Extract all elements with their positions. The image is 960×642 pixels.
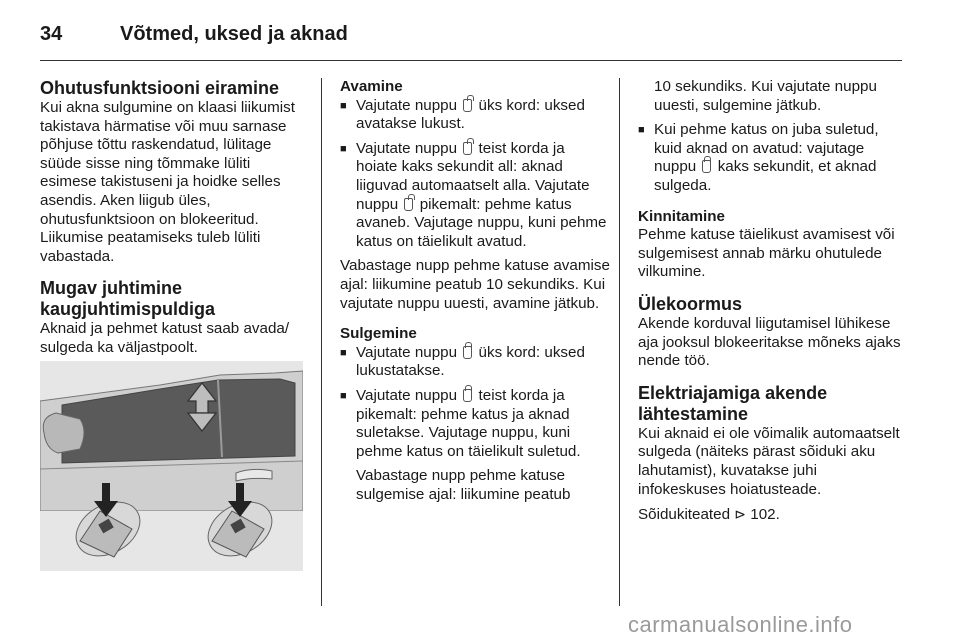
window-glass [62,379,295,463]
illustration-svg [40,361,303,571]
open-list [340,97,610,252]
close-list-continued [638,121,904,195]
list-item: ■ Vajutate nuppu üks kord: uksed avatakse lukust. [340,97,610,134]
unlock-icon [463,142,472,155]
init-heading-line-2: lähtestamine [638,403,749,424]
reference-page-link[interactable]: 102. [750,506,780,524]
unlock-icon [404,198,413,211]
remote-heading-line-1: Mugav juhtimine [40,278,183,299]
list-item: ■ Vajutate nuppu üks kord: uksed lukustatakse. [340,344,610,381]
header-rule [40,60,902,61]
init-heading-line-1: Elektriajamiga akende [638,382,828,403]
column-divider-2 [619,78,620,606]
open-heading: Avamine [340,78,403,95]
confirm-heading: Kinnitamine [638,207,725,225]
reference-arrow-icon: ⊳ [734,506,747,523]
lock-icon [463,389,472,402]
safety-heading: Ohutusfunktsiooni eiramine [40,78,280,98]
close-note-continued: 10 sekundiks. Kui vajutate nuppu uuesti, sulgemine jätkub. [654,78,877,114]
remote-text: Aknaid ja pehmet katust saab avada/ sulgeda ka väljastpoolt. [40,320,290,356]
open-note: Vabastage nupp pehme katuse avamise ajal: liikumine peatub 10 sekundiks. Kui vajutate nuppu uuesti, avamine jätkub. [340,257,610,312]
side-mirror [43,413,84,453]
column-2 [340,78,610,504]
list-item: ■ Vajutate nuppu teist korda ja hoiate kaks sekundit all: aknad liiguvad automaatselt alla. Vajutate nuppu pikemalt: pehme katus avaneb. Vajutage nuppu, kuni pehme katus on täielikult avatud. [340,140,610,252]
cross-reference: Sõidukiteated ⊳ 102. [638,506,780,524]
page-title: Võtmed, uksed ja aknad [120,22,348,45]
close-heading: Sulgemine [340,325,417,343]
lock-icon [702,160,711,173]
overload-text: Akende korduval liigutamisel lühikese aja jooksul blokeeritakse mõneks ajaks nende töö. [638,314,901,370]
column-3 [638,78,904,525]
car-door-remote-illustration [40,361,303,571]
confirm-text: Pehme katuse täielikust avamisest või sulgemisest annab märku ohutulede vilkumine. [638,226,895,281]
column-divider-1 [321,78,322,606]
close-list [340,344,610,462]
page-header [40,17,348,51]
column-1 [40,78,306,358]
init-text: Kui aknaid ei ole võimalik automaatselt sulgeda (näiteks pärast sõiduki aku lahutamist), kuvatakse juhi infokeskuses hoiatusteade. [638,424,900,498]
page-number: 34 [40,22,63,45]
remote-heading-line-2: kaugjuhtimispuldiga [40,299,216,320]
lock-icon [463,346,472,359]
unlock-icon [463,99,472,112]
safety-text: Kui akna sulgumine on klaasi liikumist takistava härmatise või muu sarnase põhjuse tõttu raskendatud, lülitage süüde sisse ning tõmmake lüliti esimese takistuseni ja hoidke selles asendis. Aken liigub üles, ohutusfunktsioon on blokeeritud. Liikumise peatamiseks tuleb lüliti vabastada. [40,99,295,265]
watermark: carmanualsonline.info [628,612,853,637]
list-item: ■ Vajutate nuppu teist korda ja pikemalt: pehme katus ja aknad suletakse. Vajutage nuppu, kuni pehme katus on täielikult suletud. [340,387,610,461]
list-item: ■ Kui pehme katus on juba suletud, kuid aknad on avatud: vajutage nuppu kaks sekundit, et aknad sulgeda. [638,121,904,195]
overload-heading: Ülekoormus [638,293,743,314]
close-note: Vabastage nupp pehme katuse sulgemise ajal: liikumine peatub [356,467,571,503]
